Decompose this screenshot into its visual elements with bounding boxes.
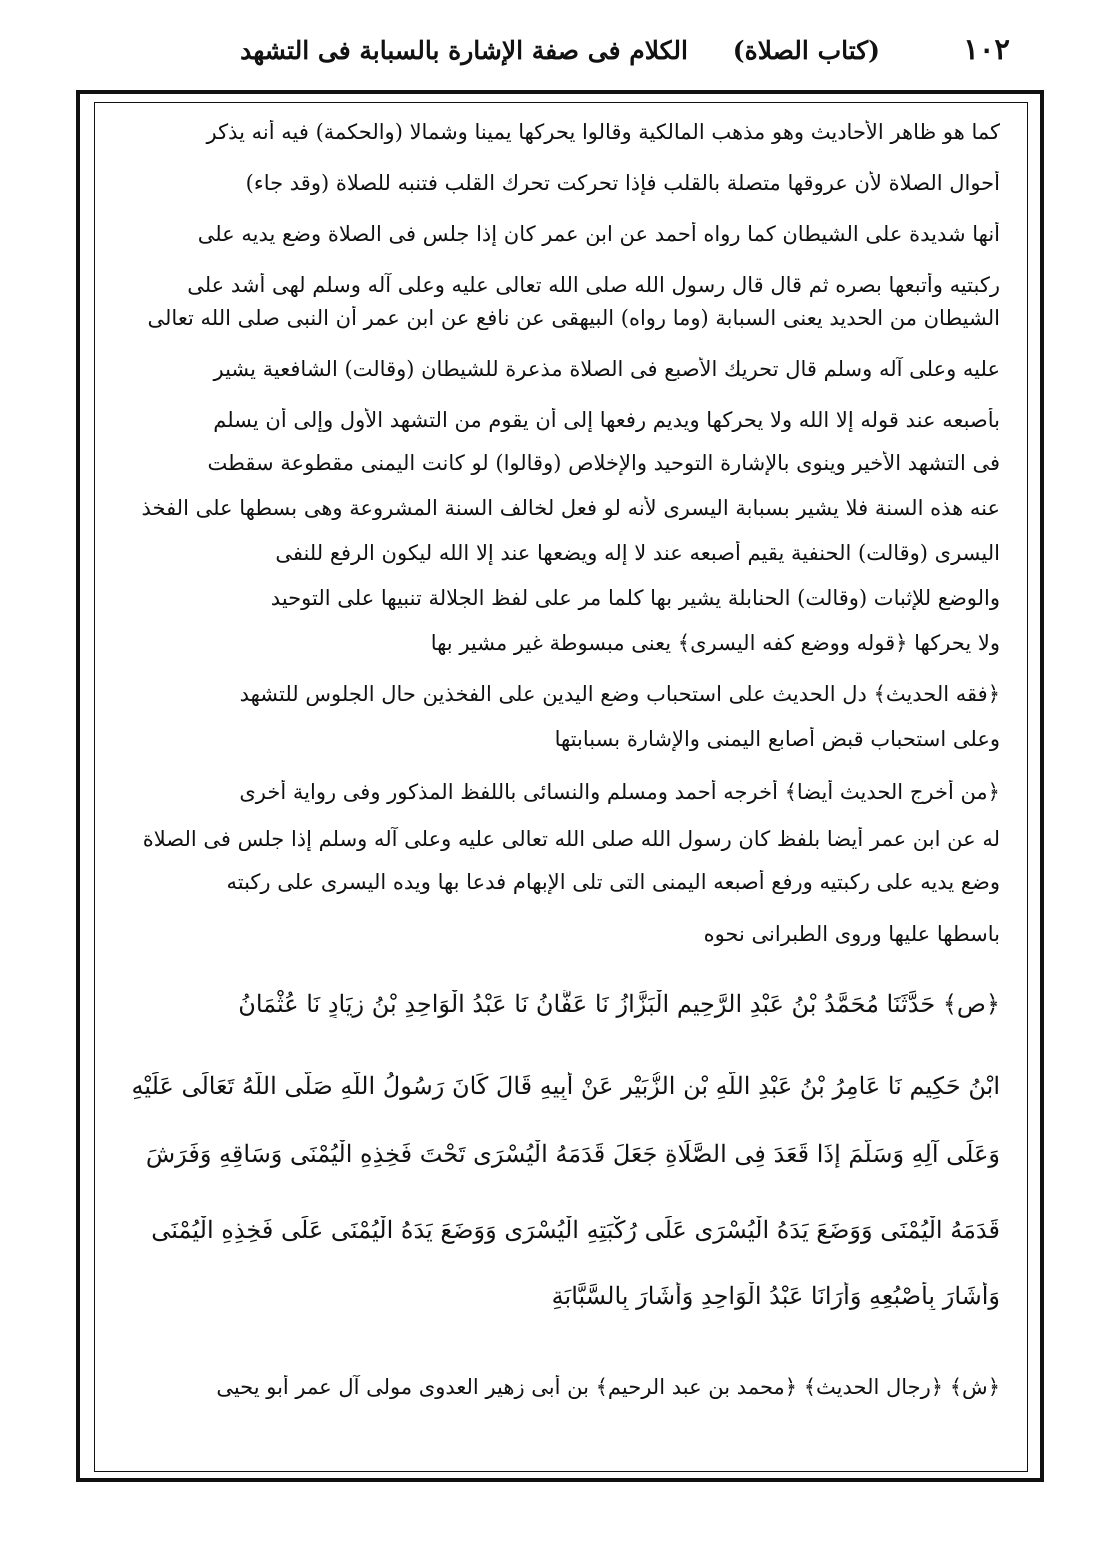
chapter-title: الكلام فى صفة الإشارة بالسبابة فى التشهد bbox=[240, 36, 688, 65]
hadith-line: وَعَلَى آلِهِ وَسَلَّمَ إِذَا قَعَدَ فِى الصَّلَاةِ جَعَلَ قَدَمَهُ الْيُسْرَى تَحْتَ فَخِذِهِ الْيُمْنَى وَسَاقِهِ وَفَرَشَ bbox=[145, 1140, 1000, 1168]
text-line: عليه وعلى آله وسلم قال تحريك الأصبع فى الصلاة مذعرة للشيطان (وقالت) الشافعية يشير bbox=[213, 357, 1000, 381]
text-line: كما هو ظاهر الأحاديث وهو مذهب المالكية وقالوا يحركها يمينا وشمالا (والحكمة) فيه أنه يذكر bbox=[206, 120, 1000, 144]
text-line: وضع يديه على ركبتيه ورفع أصبعه اليمنى التى تلى الإبهام فدعا بها ويده اليسرى على ركبته bbox=[226, 870, 1000, 894]
text-line: والوضع للإثبات (وقالت) الحنابلة يشير بها كلما مر على لفظ الجلالة تنبيها على التوحيد bbox=[270, 586, 1000, 610]
hadith-line: وَأَشَارَ بِأُصْبُعِهِ وَأَرَانَا عَبْدُ الْوَاحِدِ وَأَشَارَ بِالسَّبَّابَةِ bbox=[551, 1282, 1000, 1310]
text-line: بأصبعه عند قوله إلا الله ولا يحركها ويديم رفعها إلى أن يقوم من التشهد الأول وإلى أن يسلم bbox=[213, 408, 1000, 432]
text-line: أنها شديدة على الشيطان كما رواه أحمد عن ابن عمر كان إذا جلس فى الصلاة وضع يديه على bbox=[197, 222, 1000, 246]
text-line: باسطها عليها وروى الطبرانى نحوه bbox=[703, 922, 1000, 946]
hadith-line: قَدَمَهُ الْيُمْنَى وَوَضَعَ يَدَهُ الْيُسْرَى عَلَى رُكْبَتِهِ الْيُسْرَى وَوَضَعَ يَدَهُ الْيُمْنَى عَلَى فَخِذِهِ الْيُمْنَى bbox=[151, 1216, 1000, 1244]
page-number: ١٠٢ bbox=[963, 32, 1010, 66]
text-line: ولا يحركها ﴿قوله ووضع كفه اليسرى﴾ يعنى مبسوطة غير مشير بها bbox=[430, 631, 1000, 655]
text-line: عنه هذه السنة فلا يشير بسبابة اليسرى لأنه لو فعل لخالف السنة المشروعة وهى بسطها على الفخذ bbox=[141, 496, 1000, 520]
text-line: له عن ابن عمر أيضا بلفظ كان رسول الله صلى الله تعالى عليه وعلى آله وسلم إذا جلس فى الصلاة bbox=[142, 827, 1000, 851]
page-header bbox=[110, 28, 1010, 80]
sharh-heading-line: ﴿ش﴾ ﴿رجال الحديث﴾ ﴿محمد بن عبد الرحيم﴾ بن أبى زهير العدوى مولى آل عمر أبو يحيى bbox=[216, 1375, 1000, 1399]
hadith-line: ﴿ص﴾ حَدَّثَنَا مُحَمَّدُ بْنُ عَبْدِ الرَّحِيمِ الْبَزَّازُ نَا عَفَّانُ نَا عَبْدُ الْوَاحِدِ بْنُ زِيَادٍ نَا عُثْمَانُ bbox=[238, 990, 1000, 1018]
book-title: (كتاب الصلاة) bbox=[732, 36, 880, 65]
text-line: الشيطان من الحديد يعنى السبابة (وما رواه) البيهقى عن نافع عن ابن عمر أن النبى صلى الله تعالى bbox=[147, 306, 1000, 330]
fiqh-heading-line: ﴿فقه الحديث﴾ دل الحديث على استحباب وضع اليدين على الفخذين حال الجلوس للتشهد bbox=[239, 682, 1000, 706]
takhrij-heading-line: ﴿من أخرج الحديث أيضا﴾ أخرجه أحمد ومسلم والنسائى باللفظ المذكور وفى رواية أخرى bbox=[239, 780, 1000, 804]
hadith-line: ابْنُ حَكِيمٍ نَا عَامِرُ بْنُ عَبْدِ اللَّهِ بْنِ الزُّبَيْرِ عَنْ أَبِيهِ قَالَ كَانَ رَسُولُ اللَّهِ صَلَّى اللَّهُ تَعَالَى عَلَيْهِ bbox=[131, 1072, 1000, 1100]
text-line: اليسرى (وقالت) الحنفية يقيم أصبعه عند لا إله ويضعها عند إلا الله ليكون الرفع للنفى bbox=[275, 541, 1000, 565]
text-line: فى التشهد الأخير وينوى بالإشارة التوحيد والإخلاص (وقالوا) لو كانت اليمنى مقطوعة سقطت bbox=[207, 451, 1000, 475]
text-line: ركبتيه وأتبعها بصره ثم قال قال رسول الله صلى الله تعالى عليه وعلى آله وسلم لهى أشد على bbox=[187, 273, 1000, 297]
text-line: أحوال الصلاة لأن عروقها متصلة بالقلب فإذا تحركت تحرك القلب فتنبه للصلاة (وقد جاء) bbox=[245, 171, 1000, 195]
text-line: وعلى استحباب قبض أصابع اليمنى والإشارة بسبابتها bbox=[554, 727, 1000, 751]
